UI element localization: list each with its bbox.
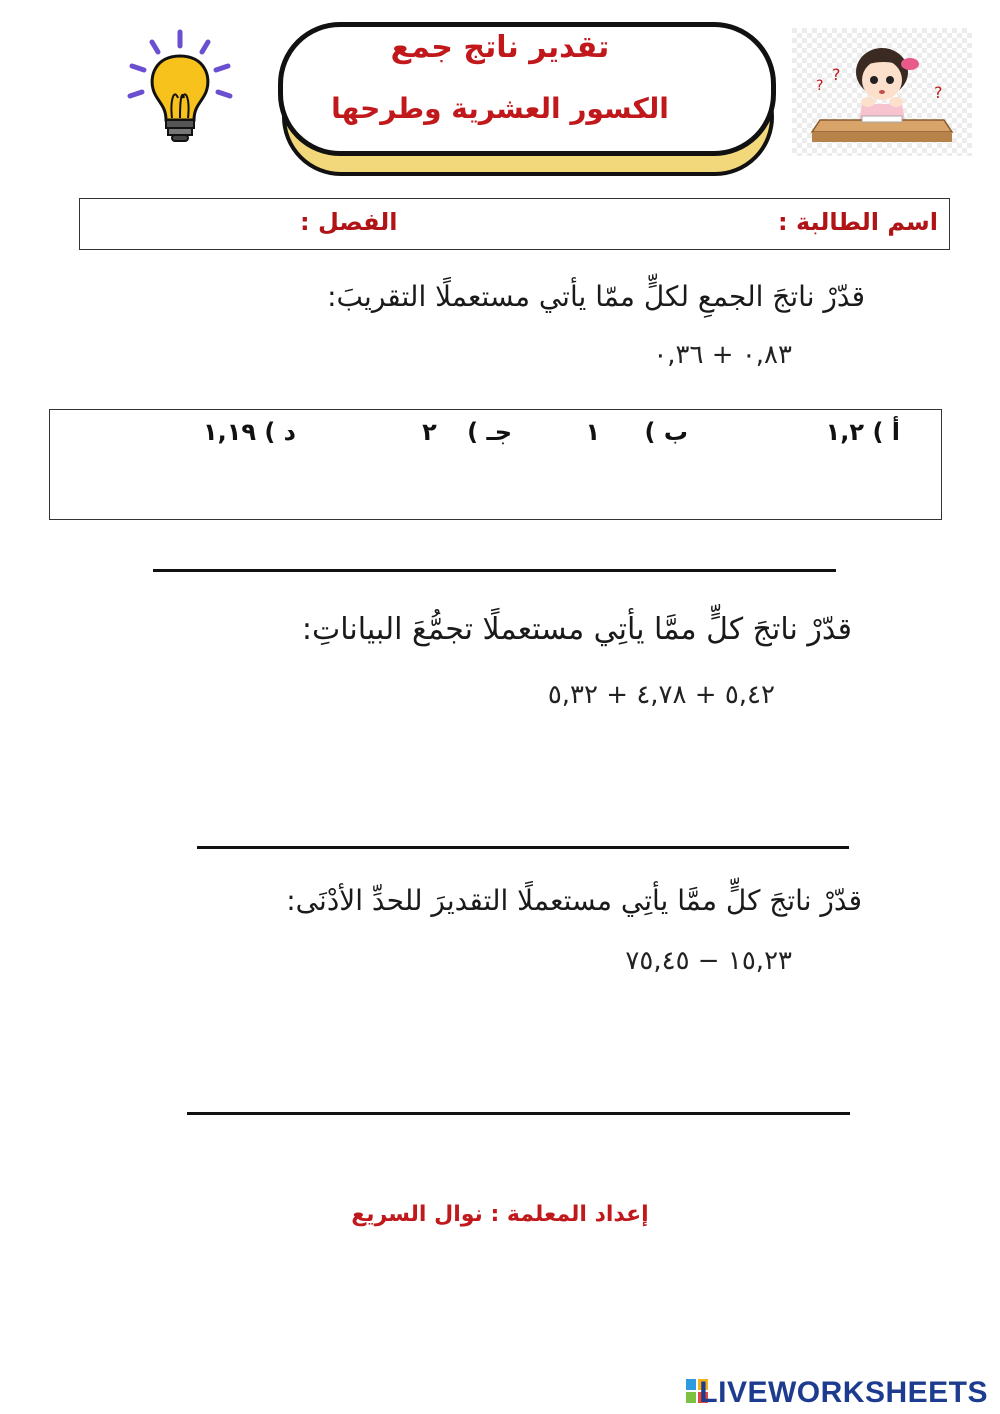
- thinking-girl-illustration: [792, 28, 972, 156]
- choice-a[interactable]: [826, 418, 900, 446]
- answer-line-1: [153, 569, 836, 572]
- choice-d-value: ١,١٩: [202, 418, 256, 446]
- choice-b-letter: ب ): [644, 418, 688, 446]
- choice-b[interactable]: [586, 418, 688, 446]
- answer-line-2: [197, 846, 849, 849]
- student-name-label: اسم الطالبة :: [778, 208, 938, 236]
- liveworksheets-brand[interactable]: LIVEWORKSHEETS: [699, 1376, 988, 1409]
- choice-d[interactable]: [203, 418, 296, 446]
- question2-expression: ٥,٤٢ + ٤,٧٨ + ٥,٣٢: [547, 680, 775, 710]
- choice-c-letter: جـ ): [467, 418, 512, 446]
- worksheet-title-line2: الكسور العشرية وطرحها: [331, 92, 669, 125]
- worksheet-title-line1: تقدير ناتج جمع: [390, 30, 610, 65]
- choice-c[interactable]: [422, 418, 512, 446]
- question1-prompt: قدّرْ ناتجَ الجمعِ لكلٍّ ممّا يأتي مستعملًا التقريبَ:: [327, 280, 865, 313]
- svg-text:?: ?: [816, 78, 824, 94]
- light-bulb-icon: [120, 28, 240, 153]
- svg-text:?: ?: [832, 65, 841, 84]
- choice-a-value: ١,٢: [825, 418, 865, 446]
- question3-expression: ١٥,٢٣ − ٧٥,٤٥: [625, 946, 792, 976]
- svg-text:?: ?: [934, 83, 943, 102]
- choice-b-value: ١: [585, 418, 601, 446]
- choice-a-letter: أ ): [872, 418, 900, 446]
- teacher-credit: إعداد المعلمة : نوال السريع: [351, 1202, 649, 1227]
- question3-prompt: قدّرْ ناتجَ كلٍّ ممَّا يأتِي مستعملًا التقديرَ للحدِّ الأدْنَى:: [286, 884, 862, 917]
- choice-c-value: ٢: [422, 418, 437, 446]
- choice-d-letter: د ): [264, 418, 296, 446]
- question2-prompt: قدّرْ ناتجَ كلٍّ ممَّا يأتِي مستعملًا تجمُّعَ البياناتِ:: [301, 612, 852, 647]
- question1-expression: ٠,٨٣ + ٠,٣٦: [653, 340, 792, 370]
- class-label: الفصل :: [300, 208, 398, 236]
- answer-line-3: [187, 1112, 850, 1115]
